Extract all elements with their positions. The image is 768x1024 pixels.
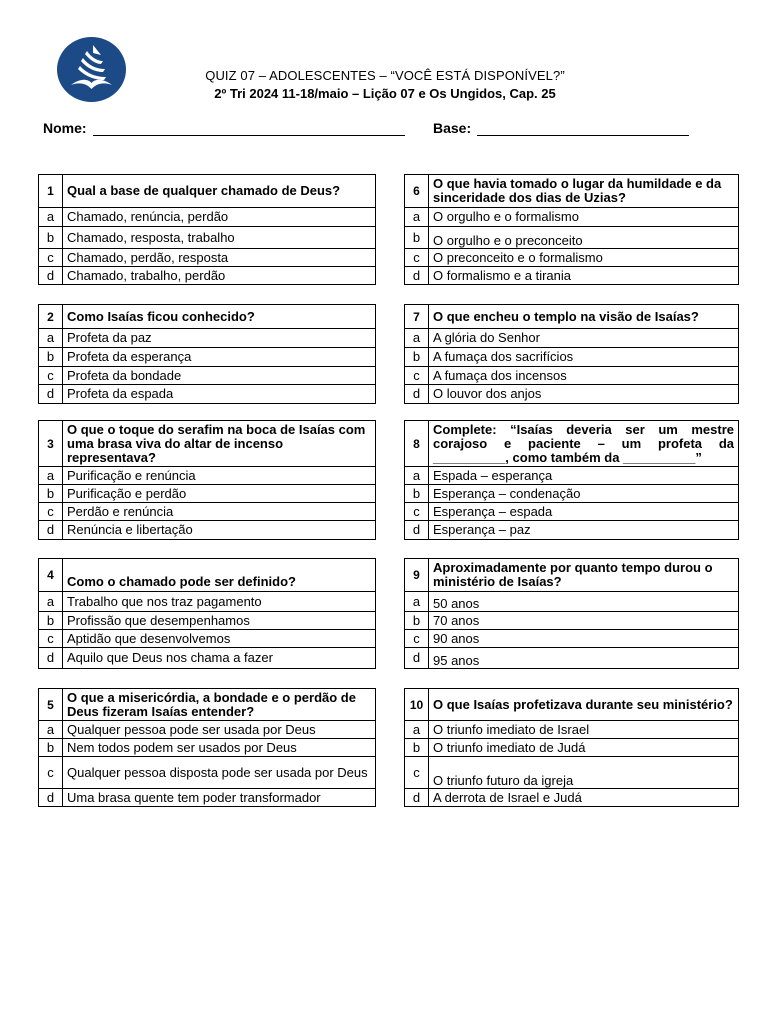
option-text[interactable]: 90 anos — [429, 630, 739, 648]
option-letter: a — [405, 721, 429, 739]
option-text[interactable]: Chamado, perdão, resposta — [63, 249, 376, 267]
option-text[interactable]: Renúncia e libertação — [63, 521, 376, 540]
option-letter: b — [405, 227, 429, 249]
question-number: 1 — [39, 175, 63, 208]
option-letter: a — [39, 592, 63, 612]
option-text[interactable]: Purificação e renúncia — [63, 467, 376, 485]
option-letter: c — [405, 249, 429, 267]
option-letter: c — [39, 249, 63, 267]
question-2-table — [38, 304, 376, 404]
question-number: 4 — [39, 559, 63, 592]
question-6-table — [404, 174, 739, 285]
option-letter: d — [39, 648, 63, 669]
option-letter: d — [405, 267, 429, 285]
option-letter: b — [405, 485, 429, 503]
option-text[interactable]: Chamado, renúncia, perdão — [63, 208, 376, 227]
option-text[interactable]: Profeta da espada — [63, 385, 376, 404]
option-letter: a — [405, 208, 429, 227]
nome-field[interactable] — [43, 120, 405, 136]
question-text: O que a misericórdia, a bondade e o perdão de Deus fizeram Isaías entender? — [63, 689, 376, 721]
option-text[interactable]: O formalismo e a tirania — [429, 267, 739, 285]
question-8-table — [404, 420, 739, 540]
option-letter: a — [39, 721, 63, 739]
option-letter: b — [405, 612, 429, 630]
question-1-table — [38, 174, 376, 285]
base-label: Base: — [433, 120, 472, 136]
question-3-table — [38, 420, 376, 540]
option-letter: b — [405, 348, 429, 367]
question-number: 5 — [39, 689, 63, 721]
option-letter: d — [405, 385, 429, 404]
option-letter: b — [39, 485, 63, 503]
question-number: 3 — [39, 421, 63, 467]
option-letter: c — [405, 503, 429, 521]
option-text[interactable]: O louvor dos anjos — [429, 385, 739, 404]
question-number: 6 — [405, 175, 429, 208]
question-text: Qual a base de qualquer chamado de Deus? — [63, 175, 376, 208]
title-line-2: 2º Tri 2024 11-18/maio – Lição 07 e Os Ungidos, Cap. 25 — [214, 86, 556, 101]
question-number: 7 — [405, 305, 429, 329]
nome-blank-line[interactable] — [93, 121, 405, 136]
option-text[interactable]: O triunfo futuro da igreja — [429, 757, 739, 789]
option-text[interactable]: Profeta da paz — [63, 329, 376, 348]
option-letter: d — [39, 521, 63, 540]
option-text[interactable]: Qualquer pessoa disposta pode ser usada por Deus — [63, 757, 376, 789]
option-text[interactable]: Chamado, trabalho, perdão — [63, 267, 376, 285]
question-10-table — [404, 688, 739, 807]
option-text[interactable]: 70 anos — [429, 612, 739, 630]
question-7-table — [404, 304, 739, 404]
quiz-title — [140, 67, 630, 103]
option-text[interactable]: O triunfo imediato de Israel — [429, 721, 739, 739]
option-text[interactable]: Chamado, resposta, trabalho — [63, 227, 376, 249]
option-letter: b — [405, 739, 429, 757]
option-letter: b — [39, 348, 63, 367]
question-text: O que encheu o templo na visão de Isaías? — [429, 305, 739, 329]
option-text[interactable]: Esperança – paz — [429, 521, 739, 540]
question-number: 10 — [405, 689, 429, 721]
option-letter: c — [39, 503, 63, 521]
question-text: O que havia tomado o lugar da humildade e da sinceridade dos dias de Uzias? — [429, 175, 739, 208]
question-text: Complete: “Isaías deveria ser um mestre corajoso e paciente – um profeta da __________, como também da __________” — [429, 421, 739, 467]
question-5-table — [38, 688, 376, 807]
option-letter: d — [39, 267, 63, 285]
option-letter: c — [405, 630, 429, 648]
option-letter: c — [405, 367, 429, 385]
option-text[interactable]: Nem todos podem ser usados por Deus — [63, 739, 376, 757]
question-text: O que o toque do serafim na boca de Isaías com uma brasa viva do altar de incenso representava? — [63, 421, 376, 467]
option-text[interactable]: Esperança – espada — [429, 503, 739, 521]
option-text[interactable]: Aquilo que Deus nos chama a fazer — [63, 648, 376, 669]
option-text[interactable]: Qualquer pessoa pode ser usada por Deus — [63, 721, 376, 739]
option-letter: d — [39, 789, 63, 807]
option-text[interactable]: Aptidão que desenvolvemos — [63, 630, 376, 648]
option-text[interactable]: Profeta da esperança — [63, 348, 376, 367]
option-text[interactable]: Espada – esperança — [429, 467, 739, 485]
option-letter: b — [39, 612, 63, 630]
option-text[interactable]: A derrota de Israel e Judá — [429, 789, 739, 807]
option-letter: d — [39, 385, 63, 404]
question-4-table — [38, 558, 376, 669]
question-text: Como Isaías ficou conhecido? — [63, 305, 376, 329]
option-text[interactable]: A glória do Senhor — [429, 329, 739, 348]
option-letter: d — [405, 521, 429, 540]
question-text: O que Isaías profetizava durante seu ministério? — [429, 689, 739, 721]
option-letter: a — [39, 467, 63, 485]
question-number: 2 — [39, 305, 63, 329]
title-line-1: QUIZ 07 – ADOLESCENTES – “VOCÊ ESTÁ DISPONÍVEL?” — [205, 68, 565, 83]
base-field[interactable] — [433, 120, 689, 136]
question-9-table — [404, 558, 739, 669]
question-text: Como o chamado pode ser definido? — [63, 559, 376, 592]
option-letter: a — [405, 467, 429, 485]
option-text[interactable]: O preconceito e o formalismo — [429, 249, 739, 267]
option-text[interactable]: Uma brasa quente tem poder transformador — [63, 789, 376, 807]
option-letter: b — [39, 739, 63, 757]
option-text[interactable]: 95 anos — [429, 648, 739, 669]
adventist-church-logo-icon — [57, 37, 126, 102]
question-number: 9 — [405, 559, 429, 592]
option-letter: d — [405, 648, 429, 669]
option-letter: c — [405, 757, 429, 789]
option-letter: d — [405, 789, 429, 807]
option-letter: a — [405, 329, 429, 348]
base-blank-line[interactable] — [477, 121, 689, 136]
option-text[interactable]: Profeta da bondade — [63, 367, 376, 385]
option-letter: a — [39, 208, 63, 227]
option-text[interactable]: Perdão e renúncia — [63, 503, 376, 521]
option-letter: c — [39, 757, 63, 789]
question-text: Aproximadamente por quanto tempo durou o ministério de Isaías? — [429, 559, 739, 592]
option-letter: c — [39, 630, 63, 648]
option-text[interactable]: Profissão que desempenhamos — [63, 612, 376, 630]
option-letter: a — [405, 592, 429, 612]
option-text[interactable]: O orgulho e o formalismo — [429, 208, 739, 227]
option-text[interactable]: 50 anos — [429, 592, 739, 612]
option-text[interactable]: A fumaça dos incensos — [429, 367, 739, 385]
option-text[interactable]: Trabalho que nos traz pagamento — [63, 592, 376, 612]
option-letter: b — [39, 227, 63, 249]
option-letter: a — [39, 329, 63, 348]
option-text[interactable]: O orgulho e o preconceito — [429, 227, 739, 249]
question-number: 8 — [405, 421, 429, 467]
nome-label: Nome: — [43, 120, 87, 136]
option-text[interactable]: A fumaça dos sacrifícios — [429, 348, 739, 367]
option-text[interactable]: O triunfo imediato de Judá — [429, 739, 739, 757]
option-letter: c — [39, 367, 63, 385]
option-text[interactable]: Esperança – condenação — [429, 485, 739, 503]
option-text[interactable]: Purificação e perdão — [63, 485, 376, 503]
